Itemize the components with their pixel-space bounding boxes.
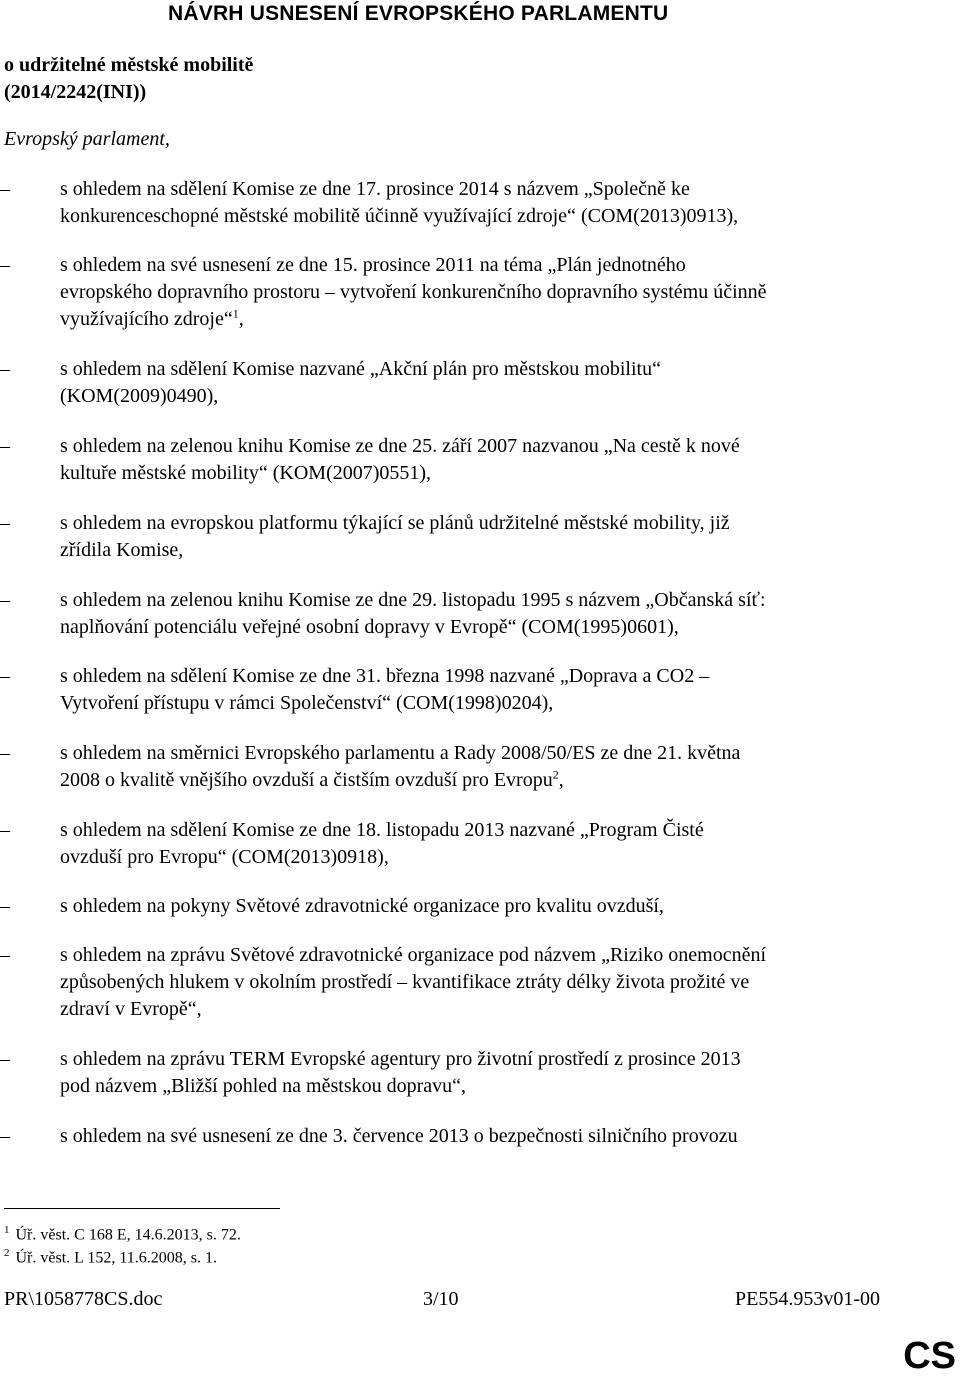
citation-line [60,1123,920,1150]
citation-line-text: zřídila Komise, [60,539,184,561]
language-code: CS [903,1335,956,1377]
footnote-text: Úř. věst. C 168 E, 14.6.2013, s. 72. [15,1226,241,1244]
subject [4,52,253,106]
footnote-reference[interactable]: 1 [232,306,239,321]
procedure-number: (2014/2242(INI)) [4,81,147,103]
footer-pe-ref: PE554.953v01-00 [735,1288,880,1310]
citation-line [60,663,920,690]
citation-dash: – [0,512,10,534]
intro-line: Evropský parlament, [4,128,170,150]
citation-line-text: s ohledem na zprávu Světové zdravotnické organizace pod názvem „Riziko onemocnění [60,944,767,966]
citation-line [60,279,920,306]
citation-dash: – [0,742,10,764]
citation-line [60,690,920,717]
citation-line-text: konkurenceschopné městské mobilitě účinně využívající zdroje“ (COM(2013)0913), [60,205,739,227]
citation-text [60,740,920,794]
citation-line [60,460,920,487]
footnote-number: 1 [4,1224,10,1236]
citation-line [60,844,920,871]
footnote-number: 2 [4,1247,10,1259]
citation-dash: – [0,358,10,380]
citation-text [60,176,920,230]
citation-line-text: naplňování potenciálu veřejné osobní dopravy v Evropě“ (COM(1995)0601), [60,616,679,638]
citation-dash: – [0,944,10,966]
citation-text [60,587,920,641]
citation-line [60,537,920,564]
citation-line [60,969,920,996]
footnote-rule [4,1208,280,1209]
citation-text [60,1123,920,1150]
citation-line-text: s ohledem na sdělení Komise nazvané „Akční plán pro městskou mobilitu“ [60,358,661,380]
citation-line-text: s ohledem na sdělení Komise ze dne 17. prosince 2014 s názvem „Společně ke [60,178,690,200]
citation-text [60,356,920,410]
citation-punctuation: , [238,308,244,330]
citation-line [60,740,920,767]
citation-line-text: způsobených hlukem v okolním prostředí – kvantifikace ztráty délky života prožité ve [60,971,750,993]
citation-line [60,942,920,969]
citation-line [60,306,920,333]
citation-text [60,942,920,1023]
citation-line-text: zdraví v Evropě“, [60,998,202,1020]
citation-dash: – [0,819,10,841]
citation-line [60,252,920,279]
citation-line [60,893,920,920]
citation-line-text: s ohledem na směrnici Evropského parlamentu a Rady 2008/50/ES ze dne 21. května [60,742,741,764]
citation-line [60,383,920,410]
citation-line [60,996,920,1023]
citation-dash: – [0,254,10,276]
citation-text [60,663,920,717]
footnote-2 [4,1243,217,1268]
citation-line [60,203,920,230]
citation-dash: – [0,895,10,917]
citation-line [60,510,920,537]
footnote-1 [4,1220,241,1245]
citation-line-text: s ohledem na pokyny Světové zdravotnické organizace pro kvalitu ovzduší, [60,895,664,917]
citation-line-text: s ohledem na sdělení Komise ze dne 31. března 1998 nazvané „Doprava a CO2 – [60,665,710,687]
citation-line [60,433,920,460]
citation-line-text: využívajícího zdroje“ [60,308,233,330]
citation-line [60,1046,920,1073]
citation-text [60,433,920,487]
footnote-reference[interactable]: 2 [552,767,559,782]
citation-line-text: pod názvem „Bližší pohled na městskou dopravu“, [60,1075,467,1097]
citation-dash: – [0,665,10,687]
footer-doc-ref: PR\1058778CS.doc [4,1288,163,1310]
citation-punctuation: , [558,769,564,791]
citation-line-text: s ohledem na evropskou platformu týkající se plánů udržitelné městské mobility, již [60,512,730,534]
citation-line-text: s ohledem na sdělení Komise ze dne 18. listopadu 2013 nazvané „Program Čisté [60,819,704,841]
citation-dash: – [0,1125,10,1147]
citation-line [60,817,920,844]
citation-line-text: evropského dopravního prostoru – vytvoření konkurenčního dopravního systému účinně [60,281,767,303]
citation-line-text: ovzduší pro Evropu“ (COM(2013)0918), [60,846,389,868]
citation-text [60,252,920,333]
citation-line [60,176,920,203]
citation-text [60,510,920,564]
citation-line-text: 2008 o kvalitě vnějšího ovzduší a čistším ovzduší pro Evropu [60,769,553,791]
citation-dash: – [0,1048,10,1070]
citation-dash: – [0,178,10,200]
citation-dash: – [0,589,10,611]
citation-line-text: Vytvoření přístupu v rámci Společenství“ (COM(1998)0204), [60,692,554,714]
citation-line [60,767,920,794]
citation-dash: – [0,435,10,457]
citation-line-text: s ohledem na zelenou knihu Komise ze dne 29. listopadu 1995 s názvem „Občanská síť: [60,589,766,611]
citation-line-text: s ohledem na své usnesení ze dne 3. července 2013 o bezpečnosti silničního provozu [60,1125,738,1147]
citation-line-text: s ohledem na zelenou knihu Komise ze dne 25. září 2007 nazvanou „Na cestě k nové [60,435,740,457]
citation-line [60,1073,920,1100]
citation-line-text: kultuře městské mobility“ (KOM(2007)0551), [60,462,432,484]
page-title: NÁVRH USNESENÍ EVROPSKÉHO PARLAMENTU [168,2,669,25]
citation-line-text: s ohledem na své usnesení ze dne 15. prosince 2011 na téma „Plán jednotného [60,254,686,276]
footer-page-number: 3/10 [423,1288,459,1310]
subject-line: o udržitelné městské mobilitě [4,54,254,76]
footnote-text: Úř. věst. L 152, 11.6.2008, s. 1. [15,1249,217,1267]
citation-text [60,817,920,871]
citation-line [60,614,920,641]
citation-text [60,1046,920,1100]
citation-line [60,587,920,614]
citation-line [60,356,920,383]
citation-line-text: (KOM(2009)0490), [60,385,219,407]
citation-text [60,893,920,920]
citation-line-text: s ohledem na zprávu TERM Evropské agentury pro životní prostředí z prosince 2013 [60,1048,741,1070]
